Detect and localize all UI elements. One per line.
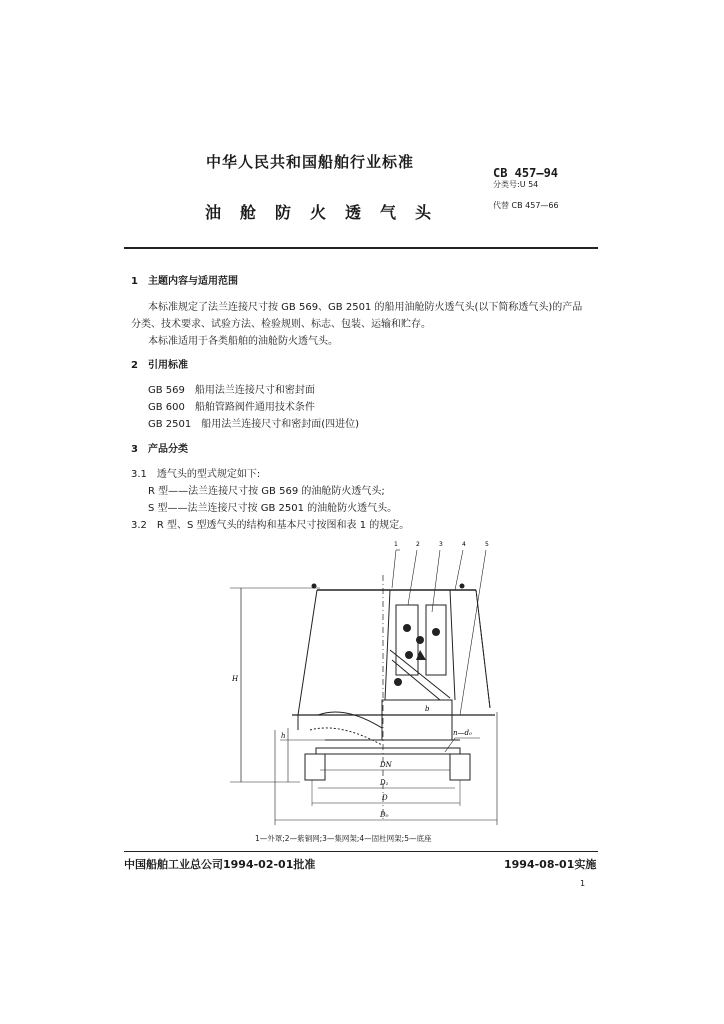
callout-number: 4	[462, 541, 466, 548]
r-type-definition: R 型——法兰连接尺寸按 GB 569 的油舱防火透气头;	[148, 486, 385, 497]
section-3-heading: 3 产品分类	[131, 444, 188, 455]
implementation-date: 1994-08-01实施	[504, 858, 597, 871]
page-number: 1	[580, 879, 586, 888]
clause-3-2: 3.2 R 型、S 型透气头的结构和基本尺寸按图和表 1 的规定。	[131, 520, 410, 531]
classification-number: 分类号:U 54	[493, 180, 539, 189]
dimension-b: b	[425, 705, 430, 713]
replaces-note: 代替 CB 457—66	[493, 201, 559, 210]
callout-number: 5	[485, 541, 489, 548]
section-1-heading: 1 主题内容与适用范围	[131, 276, 238, 287]
callout-number: 2	[416, 541, 420, 548]
section-1-scope: 本标准适用于各类船舶的油舱防火透气头。	[148, 336, 338, 347]
dimension-d0: D₀	[380, 811, 389, 819]
dimension-d1: D₁	[380, 779, 389, 787]
section-1-paragraph-line-1: 本标准规定了法兰连接尺寸按 GB 569、GB 2501 的船用油舱防火透气头(以下简称透气头)的产品	[148, 302, 583, 313]
approval-note: 中国船舶工业总公司1994-02-01批准	[124, 858, 316, 871]
standard-number: CB 457—94	[493, 166, 559, 180]
dimension-d: D	[382, 794, 388, 802]
document-title: 油舱防火透气头	[205, 203, 451, 222]
clause-3-1: 3.1 透气头的型式规定如下:	[131, 469, 261, 480]
dimension-h-flange: h	[281, 732, 286, 740]
section-2-heading: 2 引用标准	[131, 360, 188, 371]
section-1-paragraph-line-2: 分类、技术要求、试验方法、检验规则、标志、包装、运输和贮存。	[131, 319, 431, 330]
dimension-dn: DN	[380, 761, 392, 769]
s-type-definition: S 型——法兰连接尺寸按 GB 2501 的油舱防火透气头。	[148, 503, 398, 514]
reference-item: GB 600 船舶管路阀件通用技术条件	[148, 402, 315, 413]
reference-item: GB 569 船用法兰连接尺寸和密封面	[148, 385, 315, 396]
callout-number: 1	[394, 541, 398, 548]
dimension-h-total: H	[232, 675, 239, 683]
dimension-holes: n—d₀	[453, 729, 472, 737]
figure-caption: 1—外罩;2—紫铜网;3—集网架;4—固杜网架;5—底座	[255, 834, 432, 843]
callout-number: 3	[439, 541, 443, 548]
org-title: 中华人民共和国船舶行业标准	[206, 153, 415, 171]
footer-rule	[124, 851, 598, 852]
reference-item: GB 2501 船用法兰连接尺寸和密封面(四进位)	[148, 419, 360, 430]
